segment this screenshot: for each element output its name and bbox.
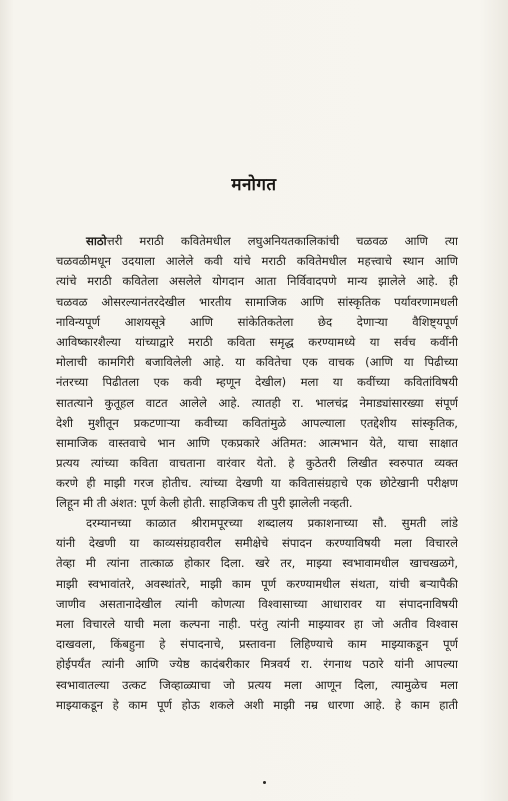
lead-word: साठो xyxy=(86,234,107,248)
paragraph-line: चळवळीमधून उदयाला आलेले कवी यांचे मराठी कवितेमधील महत्त्वाचे स्थान आणि xyxy=(56,254,458,269)
paragraph-line: देशी मुशीतून प्रकटणाऱ्या कवीच्या कवितांमुळे आपल्याला एतद्देशीय सांस्कृतिक, xyxy=(56,415,458,430)
paragraph-line: प्रत्यय त्यांच्या कविता वाचताना वारंवार येतो. हे कुठेतरी लिखीत स्वरुपात व्यक्त xyxy=(56,456,458,471)
paragraph-line: करणे ही माझी गरज होतीच. त्यांच्या देखणी या कवितासंग्रहाचे एक छोटेखानी परीक्षण xyxy=(56,476,458,491)
paragraph-line: आविष्कारशैल्या यांच्याद्वारे मराठी कविता समृद्ध करण्यामध्ये या सर्वच कवींनी xyxy=(56,334,458,349)
paragraph-line: होईपर्यंत त्यांनी आणि ज्येष्ठ कादंबरीकार मित्रवर्य रा. रंगनाथ पठारे यांनी आपल्या xyxy=(56,657,458,672)
paragraph-line: दरम्यानच्या काळात श्रीरामपूरच्या शब्दालय प्रकाशनाच्या सौ. सुमती लांडे xyxy=(86,516,458,530)
paragraph-line: त्यांचे मराठी कवितेला असलेले योगदान आता निर्विवादपणे मान्य झालेले आहे. ही xyxy=(56,274,458,289)
paragraph-line: स्वभावातल्या उत्कट जिव्हाळ्याचा जो प्रत्यय मला आणून दिला, त्यामुळेच मला xyxy=(56,677,458,692)
paragraph-line xyxy=(56,231,458,251)
page-speck xyxy=(263,781,266,784)
paragraph-line: नाविन्यपूर्ण आशयसूत्रे आणि सांकेतिकतेला छेद देणाऱ्या वैशिष्ट्यपूर्ण xyxy=(56,314,458,329)
paragraph-line: सातत्याने कुतूहल वाटत आलेले आहे. त्यातही रा. भालचंद्र नेमाड्यांसारख्या संपूर्ण xyxy=(56,395,458,410)
paragraph-1 xyxy=(56,231,458,514)
paragraph-line: यांनी देखणी या काव्यसंग्रहावरील समीक्षेचे संपादन करण्याविषयी मला विचारले xyxy=(56,536,458,551)
paragraph-line: मोलाची कामगिरी बजाविलेली आहे. या कवितेचा एक वाचक (आणि या पिढीच्या xyxy=(56,355,458,370)
paragraph-line: चळवळ ओसरल्यानंतरदेखील भारतीय सामाजिक आणि सांस्कृतिक पर्यावरणामधली xyxy=(56,294,458,309)
paragraph-line: माझ्याकडून हे काम पूर्ण होऊ शकले अशी माझी नम्र धारणा आहे. हे काम हाती xyxy=(56,697,458,712)
paragraph-line: दाखवला, किंबहुना हे संपादनाचे, प्रस्तावना लिहिण्याचे काम माझ्याकडून पूर्ण xyxy=(56,637,458,652)
paragraph-line: तेव्हा मी त्यांना तात्काळ होकार दिला. खरे तर, माझ्या स्वभावामधील खाचखळगे, xyxy=(56,556,458,571)
line-text: त्तरी मराठी कवितेमधील लघुअनियतकालिकांची चळवळ आणि त्या xyxy=(106,234,458,248)
paragraph-line: माझी स्वभावांतरे, अवस्थांतरे, माझी काम पूर्ण करण्यामधील संथता, यांची बऱ्यापैकी xyxy=(56,576,458,591)
paragraph-line: सामाजिक वास्तवाचे भान आणि एकप्रकारे अंतिमत: आत्मभान येते, याचा साक्षात xyxy=(56,435,458,450)
page-title: मनोगत xyxy=(231,175,277,195)
paragraph-line: मला विचारले याची मला कल्पना नाही. परंतु त्यांनी माझ्यावर हा जो अतीव विश्वास xyxy=(56,616,458,631)
paragraph-line: जाणीव असतानादेखील त्यांनी कोणत्या विश्वासाच्या आधारावर या संपादनाविषयी xyxy=(56,596,458,611)
paragraph-2 xyxy=(56,513,458,715)
paragraph-line: नंतरच्या पिढीतला एक कवी म्हणून देखील) मला या कवींच्या कवितांविषयी xyxy=(56,375,458,390)
paragraph-line: लिहून मी ती अंशत: पूर्ण केली होती. साहजिकच ती पुरी झालेली नव्हती. xyxy=(56,496,353,511)
